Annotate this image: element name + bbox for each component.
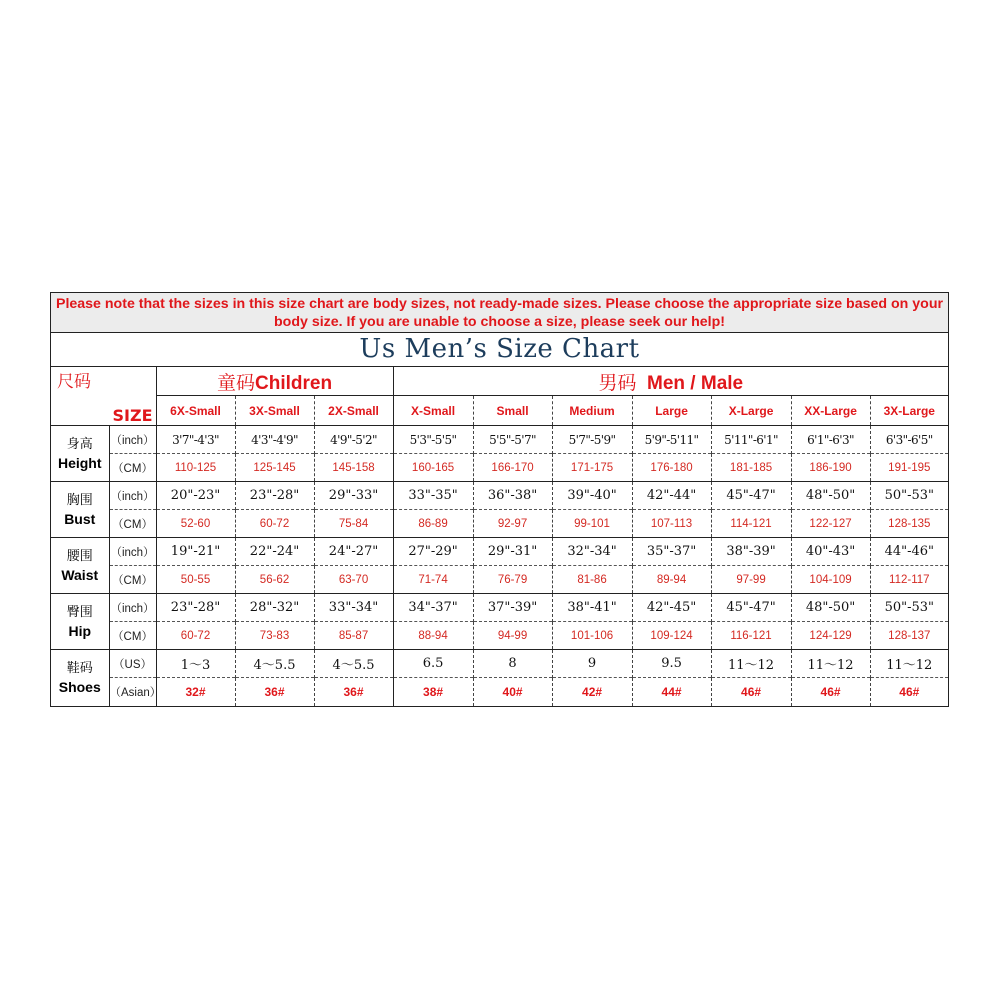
value-cell: 48"-50" [791, 594, 870, 622]
measure-en-label: Bust [64, 510, 96, 527]
bust-label [51, 482, 109, 538]
value-cell: 181-185 [711, 454, 791, 482]
value-cell: 36# [235, 678, 314, 706]
measure-zh-label: 身高 [66, 436, 93, 452]
value-cell: 4'3"-4'9" [235, 426, 314, 454]
bust-cm-row [51, 510, 948, 538]
value-cell: 114-121 [711, 510, 791, 538]
size-label: SIZE [112, 406, 153, 425]
value-cell: 5'7"-5'9" [552, 426, 632, 454]
value-cell: 5'5"-5'7" [473, 426, 552, 454]
value-cell: 122-127 [791, 510, 870, 538]
value-cell: 191-195 [870, 454, 948, 482]
value-cell: 128-135 [870, 510, 948, 538]
measure-en-label: Height [57, 454, 102, 471]
size-zh-label: 尺码 SIZE [51, 367, 156, 426]
value-cell: 166-170 [473, 454, 552, 482]
value-cell: 60-72 [235, 510, 314, 538]
value-cell: 88-94 [393, 622, 473, 650]
value-cell: 32# [156, 678, 235, 706]
value-cell: 50"-53" [870, 482, 948, 510]
size-table [51, 367, 948, 706]
height-inch-row [51, 426, 948, 454]
value-cell: 44"-46" [870, 538, 948, 566]
shoes-asian-row [51, 678, 948, 706]
waist-label [51, 538, 109, 594]
size-chart [50, 292, 949, 707]
value-cell: 45"-47" [711, 482, 791, 510]
value-cell: 45"-47" [711, 594, 791, 622]
value-cell: 8 [473, 650, 552, 678]
size-header-medium: Medium [552, 396, 632, 426]
measure-zh-label: 腰围 [66, 548, 93, 564]
value-cell: 37"-39" [473, 594, 552, 622]
size-header-small: Small [473, 396, 552, 426]
value-cell: 109-124 [632, 622, 711, 650]
value-cell: 4'9"-5'2" [314, 426, 393, 454]
hip-cm-row [51, 622, 948, 650]
value-cell: 97-99 [711, 566, 791, 594]
value-cell: 50"-53" [870, 594, 948, 622]
waist-inch-row [51, 538, 948, 566]
unit-label: （Asian） [109, 678, 156, 706]
value-cell: 42"-44" [632, 482, 711, 510]
value-cell: 5'9"-5'11" [632, 426, 711, 454]
value-cell: 44# [632, 678, 711, 706]
value-cell: 48"-50" [791, 482, 870, 510]
value-cell: 128-137 [870, 622, 948, 650]
value-cell: 24"-27" [314, 538, 393, 566]
value-cell: 46# [711, 678, 791, 706]
value-cell: 40"-43" [791, 538, 870, 566]
value-cell: 101-106 [552, 622, 632, 650]
value-cell: 6'3"-6'5" [870, 426, 948, 454]
value-cell: 11～12 [711, 650, 791, 678]
size-header-3x-large: 3X-Large [870, 396, 948, 426]
value-cell: 176-180 [632, 454, 711, 482]
value-cell: 42# [552, 678, 632, 706]
value-cell: 36# [314, 678, 393, 706]
size-header-3x-small: 3X-Small [235, 396, 314, 426]
size-header-x-large: X-Large [711, 396, 791, 426]
value-cell: 1～3 [156, 650, 235, 678]
value-cell: 52-60 [156, 510, 235, 538]
value-cell: 81-86 [552, 566, 632, 594]
height-cm-row [51, 454, 948, 482]
value-cell: 46# [870, 678, 948, 706]
value-cell: 171-175 [552, 454, 632, 482]
value-cell: 34"-37" [393, 594, 473, 622]
size-notice: Please note that the sizes in this size chart are body sizes, not ready-made sizes. Please choose the appropriate size based on your body size. If you are unable to choose a size, please seek our help! [51, 293, 948, 333]
value-cell: 39"-40" [552, 482, 632, 510]
value-cell: 36"-38" [473, 482, 552, 510]
value-cell: 33"-35" [393, 482, 473, 510]
value-cell: 75-84 [314, 510, 393, 538]
waist-cm-row [51, 566, 948, 594]
value-cell: 29"-33" [314, 482, 393, 510]
value-cell: 22"-24" [235, 538, 314, 566]
men-group-header: 男码 Men / Male [393, 367, 948, 396]
value-cell: 160-165 [393, 454, 473, 482]
measure-zh-label: 鞋码 [66, 660, 93, 676]
value-cell: 27"-29" [393, 538, 473, 566]
value-cell: 38"-39" [711, 538, 791, 566]
unit-label: （inch） [109, 426, 156, 454]
value-cell: 71-74 [393, 566, 473, 594]
measure-en-label: Shoes [58, 678, 101, 695]
size-header-xx-large: XX-Large [791, 396, 870, 426]
shoes-us-row [51, 650, 948, 678]
unit-label: （inch） [109, 594, 156, 622]
value-cell: 4～5.5 [235, 650, 314, 678]
value-cell: 186-190 [791, 454, 870, 482]
value-cell: 20"-23" [156, 482, 235, 510]
unit-label: （inch） [109, 482, 156, 510]
children-group-header: 童码Children [156, 367, 393, 396]
size-header-x-small: X-Small [393, 396, 473, 426]
unit-label: （CM） [109, 622, 156, 650]
value-cell: 23"-28" [235, 482, 314, 510]
hip-inch-row [51, 594, 948, 622]
bust-inch-row [51, 482, 948, 510]
value-cell: 107-113 [632, 510, 711, 538]
value-cell: 60-72 [156, 622, 235, 650]
value-cell: 116-121 [711, 622, 791, 650]
value-cell: 19"-21" [156, 538, 235, 566]
value-cell: 110-125 [156, 454, 235, 482]
value-cell: 29"-31" [473, 538, 552, 566]
size-header-large: Large [632, 396, 711, 426]
measure-en-label: Waist [61, 566, 99, 583]
value-cell: 9.5 [632, 650, 711, 678]
value-cell: 11～12 [870, 650, 948, 678]
value-cell: 28"-32" [235, 594, 314, 622]
value-cell: 104-109 [791, 566, 870, 594]
unit-label: （inch） [109, 538, 156, 566]
value-cell: 42"-45" [632, 594, 711, 622]
value-cell: 73-83 [235, 622, 314, 650]
value-cell: 76-79 [473, 566, 552, 594]
value-cell: 125-145 [235, 454, 314, 482]
unit-label: （CM） [109, 510, 156, 538]
value-cell: 92-97 [473, 510, 552, 538]
unit-label: （US） [109, 650, 156, 678]
unit-label: （CM） [109, 566, 156, 594]
value-cell: 38# [393, 678, 473, 706]
measure-zh-label: 臀围 [66, 604, 93, 620]
unit-label: （CM） [109, 454, 156, 482]
value-cell: 56-62 [235, 566, 314, 594]
value-cell: 99-101 [552, 510, 632, 538]
value-cell: 94-99 [473, 622, 552, 650]
measure-en-label: Hip [68, 622, 92, 639]
value-cell: 35"-37" [632, 538, 711, 566]
value-cell: 112-117 [870, 566, 948, 594]
value-cell: 11～12 [791, 650, 870, 678]
value-cell: 40# [473, 678, 552, 706]
value-cell: 6.5 [393, 650, 473, 678]
size-header-6x-small: 6X-Small [156, 396, 235, 426]
value-cell: 9 [552, 650, 632, 678]
value-cell: 5'11"-6'1" [711, 426, 791, 454]
value-cell: 38"-41" [552, 594, 632, 622]
shoes-label [51, 650, 109, 706]
value-cell: 50-55 [156, 566, 235, 594]
measure-zh-label: 胸围 [66, 492, 93, 508]
value-cell: 46# [791, 678, 870, 706]
value-cell: 145-158 [314, 454, 393, 482]
value-cell: 4～5.5 [314, 650, 393, 678]
value-cell: 33"-34" [314, 594, 393, 622]
value-cell: 5'3"-5'5" [393, 426, 473, 454]
value-cell: 32"-34" [552, 538, 632, 566]
value-cell: 6'1"-6'3" [791, 426, 870, 454]
value-cell: 63-70 [314, 566, 393, 594]
height-label [51, 426, 109, 482]
chart-title: Us Men’s Size Chart [51, 333, 948, 367]
value-cell: 89-94 [632, 566, 711, 594]
hip-label [51, 594, 109, 650]
value-cell: 23"-28" [156, 594, 235, 622]
value-cell: 3'7"-4'3" [156, 426, 235, 454]
size-header-2x-small: 2X-Small [314, 396, 393, 426]
value-cell: 85-87 [314, 622, 393, 650]
value-cell: 124-129 [791, 622, 870, 650]
value-cell: 86-89 [393, 510, 473, 538]
